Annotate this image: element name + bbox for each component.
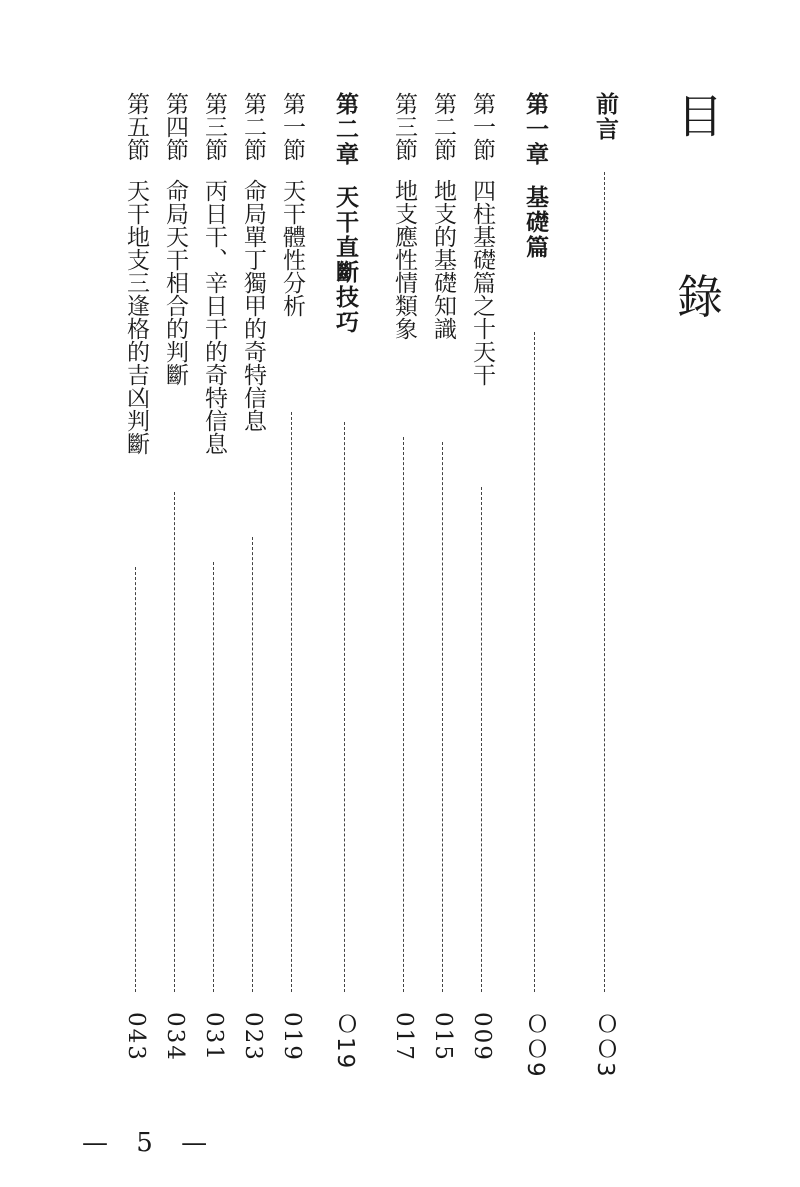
page-number: 019: [279, 1012, 305, 1062]
page-number: 031: [201, 1012, 227, 1062]
page-number: ＯＯ3: [592, 1012, 618, 1079]
dotted-leader: [291, 412, 292, 992]
page-number: 034: [162, 1012, 188, 1062]
entry-label: 第三節: [201, 92, 227, 161]
toc-entry-chapter-2: [325, 92, 365, 1092]
entry-title: 丙日干、辛日干的奇特信息: [201, 179, 227, 455]
toc-entry-ch1-sec3: [384, 92, 424, 1092]
entry-title: 地支應性情類象: [391, 179, 417, 340]
entry-label: 第二節: [240, 92, 266, 161]
entry-label: 第一節: [279, 92, 305, 161]
entry-title: 命局天干相合的判斷: [162, 179, 188, 386]
toc-entry-ch2-sec5: [116, 92, 156, 1092]
entry-title: 天干體性分析: [279, 179, 305, 317]
entry-title: 地支的基礎知識: [430, 179, 456, 340]
toc-entry-chapter-1: [515, 92, 555, 1092]
page-number: 017: [391, 1012, 417, 1062]
entry-title: 天干地支三逢格的吉凶判斷: [123, 179, 149, 455]
dotted-leader: [442, 442, 443, 992]
page-number: 015: [430, 1012, 456, 1062]
entry-label: 第一節: [469, 92, 495, 161]
entry-label: 第二節: [430, 92, 456, 161]
entry-label: 第五節: [123, 92, 149, 161]
toc-entry-ch2-sec4: [155, 92, 195, 1092]
entry-title: 天干直斷技巧: [332, 185, 358, 335]
entry-label: 第三節: [391, 92, 417, 161]
page-title: 目 錄: [670, 92, 724, 379]
entry-title: 基礎篇: [522, 185, 548, 260]
dotted-leader: [252, 537, 253, 992]
entry-label: 第四節: [162, 92, 188, 161]
dotted-leader: [604, 172, 605, 992]
dotted-leader: [403, 437, 404, 992]
toc-entry-ch1-sec2: [423, 92, 463, 1092]
dotted-leader: [344, 422, 345, 992]
toc-entry-ch1-sec1: [462, 92, 502, 1092]
page-folio: — 5 —: [82, 1128, 218, 1158]
dotted-leader: [481, 487, 482, 992]
toc-entry-preface: [585, 92, 625, 1092]
entry-label: 第一章: [522, 92, 548, 167]
entry-label: 前言: [592, 92, 618, 142]
page-number: 009: [469, 1012, 495, 1062]
dotted-leader: [135, 567, 136, 992]
dotted-leader: [213, 562, 214, 992]
dotted-leader: [174, 492, 175, 992]
entry-title: 四柱基礎篇之十天干: [469, 179, 495, 386]
toc-entry-ch2-sec2: [233, 92, 273, 1092]
page-number: Ｏ19: [332, 1012, 358, 1071]
toc-entry-ch2-sec1: [272, 92, 312, 1092]
page-number: ＯＯ9: [522, 1012, 548, 1079]
page-number: 043: [123, 1012, 149, 1062]
page-number: 023: [240, 1012, 266, 1062]
entry-title: 命局單丁獨甲的奇特信息: [240, 179, 266, 432]
entry-label: 第二章: [332, 92, 358, 167]
toc-entry-ch2-sec3: [194, 92, 234, 1092]
dotted-leader: [534, 332, 535, 992]
